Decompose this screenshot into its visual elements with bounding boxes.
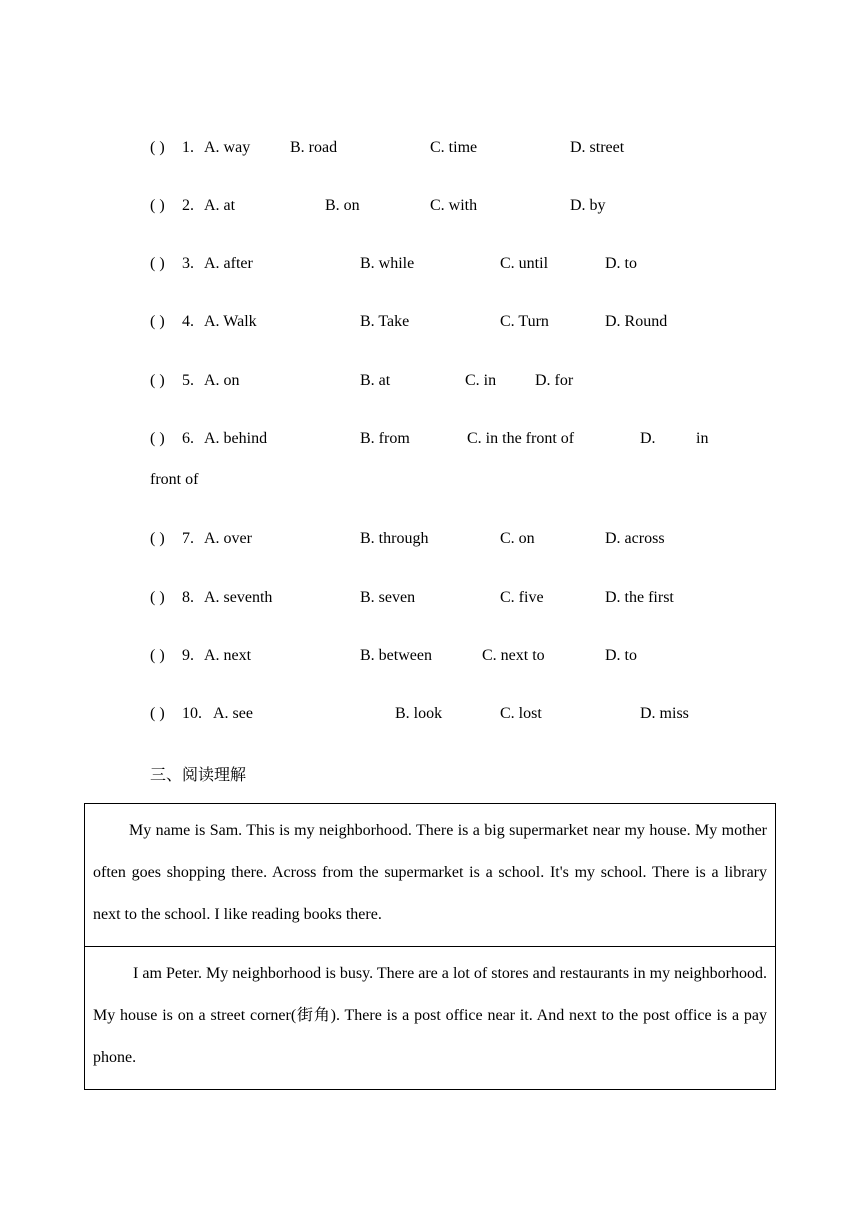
option-b: B. between (360, 647, 432, 664)
option-b: B. Take (360, 313, 410, 330)
option-a: A. next (204, 647, 252, 664)
section-title: 三、阅读理解 (150, 767, 247, 784)
question-row (0, 704, 860, 728)
option-c: C. in (465, 372, 497, 389)
option-a: A. Walk (204, 313, 257, 330)
option-b: B. from (360, 430, 410, 447)
option-a: A. seventh (204, 589, 273, 606)
question-number: 1. (182, 139, 194, 156)
option-c: C. in the front of (467, 430, 575, 447)
option-b: B. at (360, 372, 391, 389)
option-d: D. to (605, 255, 637, 272)
option-b: B. look (395, 705, 443, 722)
option-c: C. lost (500, 705, 542, 722)
question-row (0, 312, 860, 336)
passage-sam: My name is Sam. This is my neighborhood. There is a big supermarket near my house. My mother often goes shopping there. Across from the supermarket is a school. It's my school. There is a library next to the school. I like reading books there. (85, 804, 776, 947)
option-d: D. (640, 430, 656, 447)
question-row (0, 588, 860, 612)
option-a: A. on (204, 372, 240, 389)
reading-passages-table (84, 803, 776, 1090)
question-row (0, 429, 860, 453)
option-a: A. over (204, 530, 252, 547)
option-d-text: in (696, 430, 709, 447)
question-number: 5. (182, 372, 194, 389)
answer-blank: ( ) (150, 313, 165, 330)
option-d: D. Round (605, 313, 668, 330)
option-a: A. after (204, 255, 253, 272)
option-c: C. until (500, 255, 549, 272)
option-c: C. five (500, 589, 544, 606)
option-b: B. seven (360, 589, 416, 606)
answer-blank: ( ) (150, 705, 165, 722)
option-a: A. way (204, 139, 251, 156)
answer-blank: ( ) (150, 372, 165, 389)
question-number: 9. (182, 647, 194, 664)
answer-blank: ( ) (150, 647, 165, 664)
question-row (0, 138, 860, 162)
question-row (0, 371, 860, 395)
question-row (0, 529, 860, 553)
option-d: D. for (535, 372, 574, 389)
answer-blank: ( ) (150, 430, 165, 447)
option-c: C. time (430, 139, 478, 156)
passage-row (85, 804, 776, 947)
option-d: D. the first (605, 589, 674, 606)
option-c: C. with (430, 197, 478, 214)
option-a: A. behind (204, 430, 268, 447)
answer-blank: ( ) (150, 139, 165, 156)
question-row (0, 254, 860, 278)
option-b: B. through (360, 530, 429, 547)
answer-blank: ( ) (150, 255, 165, 272)
passage-row (85, 947, 776, 1090)
option-d: D. to (605, 647, 637, 664)
option-a: A. see (213, 705, 253, 722)
option-b: B. while (360, 255, 415, 272)
question-number: 8. (182, 589, 194, 606)
question-row (0, 196, 860, 220)
question-number: 7. (182, 530, 194, 547)
question-number: 3. (182, 255, 194, 272)
answer-blank: ( ) (150, 589, 165, 606)
option-c: C. on (500, 530, 535, 547)
question-row (0, 646, 860, 670)
option-d: D. street (570, 139, 625, 156)
option-a: A. at (204, 197, 236, 214)
question-number: 10. (182, 705, 202, 722)
option-d-continuation: front of (150, 471, 199, 488)
answer-blank: ( ) (150, 197, 165, 214)
question-number: 4. (182, 313, 194, 330)
question-number: 2. (182, 197, 194, 214)
answer-blank: ( ) (150, 530, 165, 547)
option-b: B. road (290, 139, 338, 156)
option-c: C. next to (482, 647, 545, 664)
option-c: C. Turn (500, 313, 549, 330)
option-d: D. miss (640, 705, 689, 722)
question-number: 6. (182, 430, 194, 447)
option-d: D. by (570, 197, 606, 214)
passage-peter: I am Peter. My neighborhood is busy. There are a lot of stores and restaurants in my neighborhood. My house is on a street corner(街角). There is a post office near it. And next to the post office is a pay phone. (85, 947, 776, 1090)
option-b: B. on (325, 197, 360, 214)
option-d: D. across (605, 530, 665, 547)
